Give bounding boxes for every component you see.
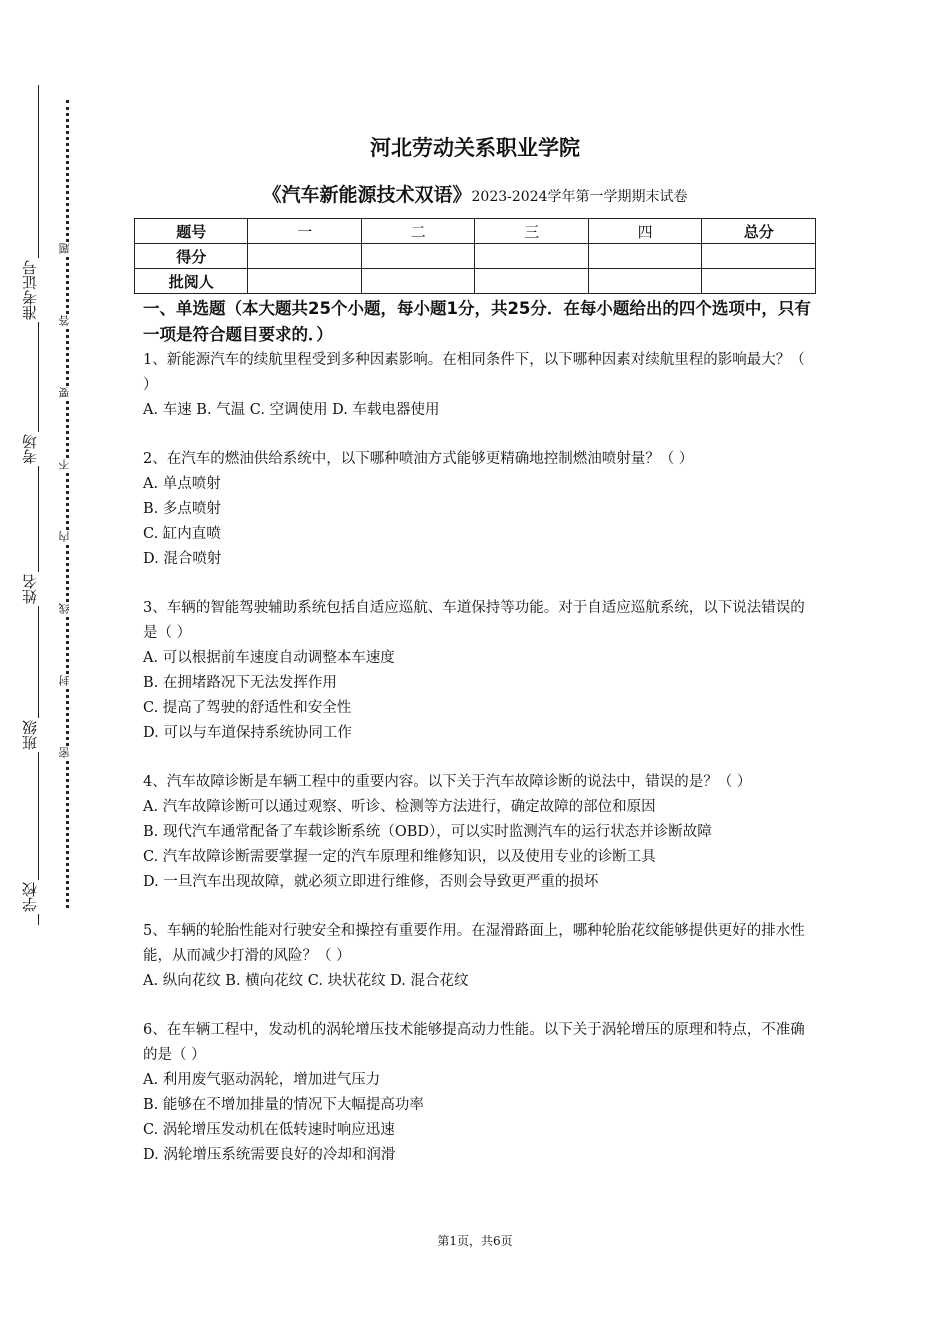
seal-char: 线	[59, 602, 75, 615]
school-title: 河北劳动关系职业学院	[370, 136, 580, 160]
question-stem: 1、新能源汽车的续航里程受到多种因素影响。在相同条件下，以下哪种因素对续航里程的影响最大？（ ）	[143, 352, 805, 393]
seal-char: 不	[59, 458, 75, 471]
option-c: C. 汽车故障诊断需要掌握一定的汽车原理和维修知识，以及使用专业的诊断工具	[143, 849, 656, 865]
reviewer-cell	[361, 269, 474, 294]
option-b: B. 在拥堵路况下无法发挥作用	[143, 675, 337, 691]
option-b: B. 能够在不增加排量的情况下大幅提高功率	[143, 1097, 424, 1113]
option-a: A. 利用废气驱动涡轮，增加进气压力	[143, 1072, 381, 1088]
question-4	[143, 770, 813, 895]
score-table-header: 一	[248, 219, 361, 244]
option-a: A. 汽车故障诊断可以通过观察、听诊、检测等方法进行，确定故障的部位和原因	[143, 799, 656, 815]
course-name: 《汽车新能源技术双语》	[262, 184, 472, 206]
option-a: A. 单点喷射	[143, 476, 221, 492]
score-table-header: 四	[588, 219, 701, 244]
score-table-header-row	[135, 219, 816, 244]
option-d: D. 一旦汽车出现故障，就必须立即进行维修，否则会导致更严重的损坏	[143, 874, 599, 890]
reviewer-row-label: 批阅人	[135, 269, 248, 294]
score-cell	[475, 244, 588, 269]
score-table-header: 三	[475, 219, 588, 244]
score-table-header: 二	[361, 219, 474, 244]
question-stem: 4、汽车故障诊断是车辆工程中的重要内容。以下关于汽车故障诊断的说法中，错误的是？（ ）	[143, 774, 752, 790]
question-1	[143, 348, 813, 423]
score-row	[135, 244, 816, 269]
question-stem: 3、车辆的智能驾驶辅助系统包括自适应巡航、车道保持等功能。对于自适应巡航系统，以下说法错误的是（ ）	[143, 600, 805, 641]
question-stem: 5、车辆的轮胎性能对行驶安全和操控有重要作用。在湿滑路面上，哪种轮胎花纹能够提供更好的排水性能，从而减少打滑的风险？（ ）	[143, 923, 805, 964]
score-row-label: 得分	[135, 244, 248, 269]
reviewer-cell	[248, 269, 361, 294]
reviewer-cell	[588, 269, 701, 294]
reviewer-cell	[475, 269, 588, 294]
exam-content	[143, 296, 813, 1168]
question-stem: 6、在车辆工程中，发动机的涡轮增压技术能够提高动力性能。以下关于涡轮增压的原理和特点，不准确的是（ ）	[143, 1022, 805, 1063]
exam-term: 2023-2024学年第一学期期末试卷	[471, 189, 688, 205]
score-cell	[588, 244, 701, 269]
option-c: C. 缸内直喷	[143, 526, 221, 542]
binding-line	[38, 85, 39, 925]
question-2	[143, 447, 813, 572]
option-d: D. 涡轮增压系统需要良好的冷却和润滑	[143, 1147, 396, 1163]
score-table-header: 总分	[702, 219, 816, 244]
score-table-header: 题号	[135, 219, 248, 244]
seal-char: 封	[59, 674, 75, 687]
score-table	[134, 218, 816, 294]
question-5	[143, 919, 813, 994]
question-stem: 2、在汽车的燃油供给系统中，以下哪种喷油方式能够更精确地控制燃油喷射量？（ ）	[143, 451, 694, 467]
seal-char: 答	[59, 314, 75, 327]
seal-char: 要	[59, 386, 75, 399]
score-cell	[248, 244, 361, 269]
question-options: A. 车速 B. 气温 C. 空调使用 D. 车载电器使用	[143, 402, 440, 418]
option-c: C. 提高了驾驶的舒适性和安全性	[143, 700, 352, 716]
question-3	[143, 596, 813, 746]
seal-dotted-line	[66, 100, 69, 908]
option-c: C. 涡轮增压发动机在低转速时响应迅速	[143, 1122, 395, 1138]
question-6	[143, 1018, 813, 1168]
option-d: D. 混合喷射	[143, 551, 222, 567]
class-label: 班级	[22, 718, 42, 752]
reviewer-cell	[702, 269, 816, 294]
section-heading: 一、单选题（本大题共25个小题，每小题1分，共25分．在每小题给出的四个选项中，只有一项是符合题目要求的．）	[143, 299, 811, 344]
seal-char: 题	[59, 242, 75, 255]
option-a: A. 可以根据前车速度自动调整本车速度	[143, 650, 395, 666]
score-cell	[361, 244, 474, 269]
name-label: 姓名	[22, 572, 42, 606]
page-footer: 第1页，共6页	[437, 1234, 513, 1248]
option-b: B. 多点喷射	[143, 501, 221, 517]
exam-room-label: 考场	[22, 432, 42, 466]
reviewer-row	[135, 269, 816, 294]
seal-char: 密	[59, 746, 75, 759]
school-label: 学校	[22, 880, 42, 914]
score-cell	[702, 244, 816, 269]
option-d: D. 可以与车道保持系统协同工作	[143, 725, 352, 741]
option-b: B. 现代汽车通常配备了车载诊断系统（OBD），可以实时监测汽车的运行状态并诊断故障	[143, 824, 712, 840]
question-options: A. 纵向花纹 B. 横向花纹 C. 块状花纹 D. 混合花纹	[143, 973, 469, 989]
exam-id-label: 准考证号	[22, 258, 42, 322]
exam-subtitle	[0, 180, 950, 207]
seal-char: 内	[59, 530, 75, 543]
